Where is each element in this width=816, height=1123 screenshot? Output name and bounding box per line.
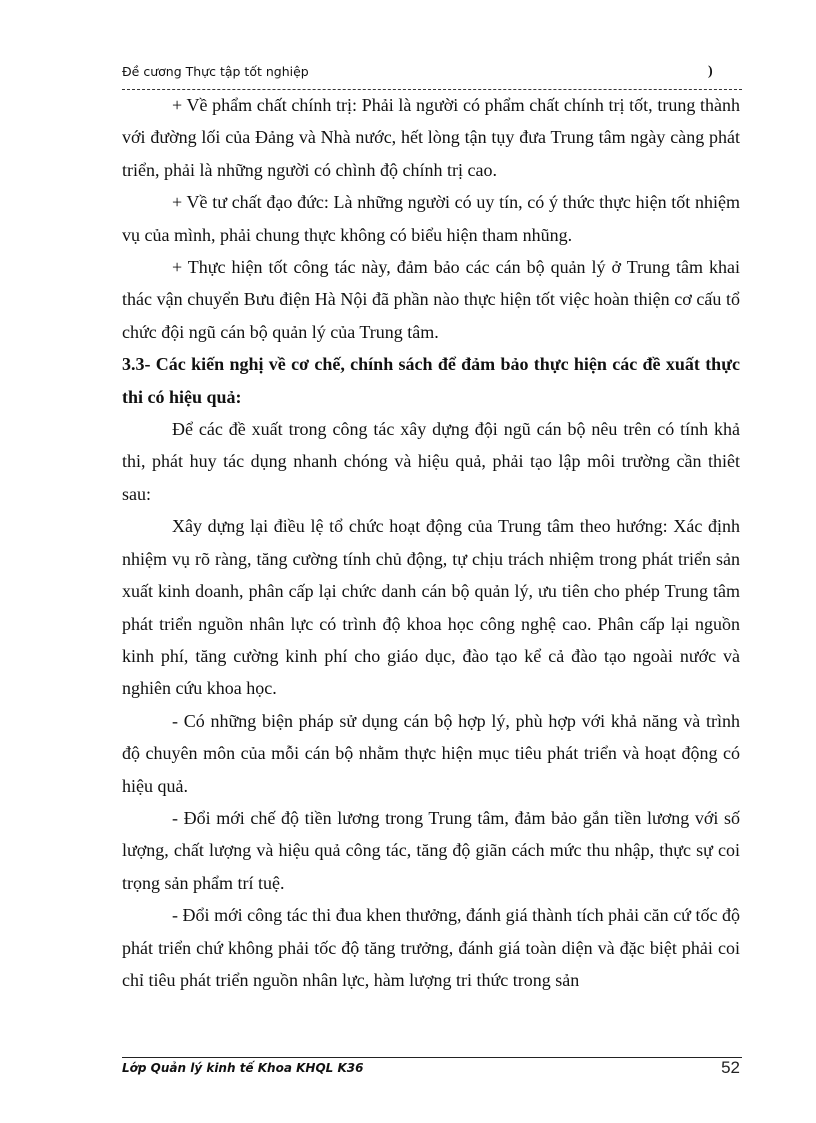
paragraph-ethics: + Về tư chất đạo đức: Là những người có uy tín, có ý thức thực hiện tốt nhiệm vụ của mình, phải chung thực không có biểu hiện tham nhũng. (122, 192, 740, 245)
paragraph-political-quality: + Về phẩm chất chính trị: Phải là người có phẩm chất chính trị tốt, trung thành với đường lối của Đảng và Nhà nước, hết lòng tận tụy đưa Trung tâm ngày càng phát triển, phải là những người có chình độ chính trị cao. (122, 95, 740, 180)
header-mark: ) (708, 64, 713, 79)
paragraph-salary-reform: - Đổi mới chế độ tiền lương trong Trung tâm, đảm bảo gắn tiền lương với số lượng, chất lượng và hiệu quả công tác, tăng độ giãn cách mức thu nhập, thực sự coi trọng sản phẩm trí tuệ. (122, 807, 740, 893)
page-header (122, 62, 742, 82)
footer-class-label: Lớp Quản lý kinh tế Khoa KHQL K36 (122, 1061, 364, 1075)
page-number: 52 (721, 1058, 740, 1077)
header-title: Đề cương Thực tập tốt nghiệp (122, 64, 309, 79)
document-body (122, 89, 740, 996)
paragraph-emulation-reform: - Đổi mới công tác thi đua khen thưởng, đánh giá thành tích phải căn cứ tốc độ phát triển chứ không phải tốc độ tăng trưởng, đánh giá toàn diện và đặc biệt phải coi chỉ tiêu phát triển nguồn nhân lực, hàm lượng tri thức trong sản (122, 905, 740, 990)
paragraph-staff-usage: - Có những biện pháp sử dụng cán bộ hợp lý, phù hợp với khả năng và trình độ chuyên môn của mỗi cán bộ nhằm thực hiện mục tiêu phát triển và hoạt động có hiệu quả. (122, 710, 740, 796)
section-heading-3-3: 3.3- Các kiến nghị về cơ chế, chính sách để đảm bảo thực hiện các đề xuất thực thi có hiệu quả: (122, 354, 740, 407)
paragraph-implementation: + Thực hiện tốt công tác này, đảm bảo các cán bộ quản lý ở Trung tâm khai thác vận chuyển Bưu điện Hà Nội đã phần nào thực hiện tốt việc hoàn thiện cơ cấu tổ chức đội ngũ cán bộ quản lý của Trung tâm. (122, 257, 740, 342)
paragraph-rebuild-charter: Xây dựng lại điều lệ tổ chức hoạt động của Trung tâm theo hướng: Xác định nhiệm vụ rõ ràng, tăng cường tính chủ động, tự chịu trách nhiệm trong phát triển sản xuất kinh doanh, phân cấp lại chức danh cán bộ quản lý, ưu tiên cho phép Trung tâm phát triển nguồn nhân lực có trình độ khoa học công nghệ cao. Phân cấp lại nguồn kinh phí, tăng cường kinh phí cho giáo dục, đào tạo kể cả đào tạo ngoài nước và nghiên cứu khoa học. (122, 516, 740, 699)
paragraph-intro-conditions: Để các đề xuất trong công tác xây dựng đội ngũ cán bộ nêu trên có tính khả thi, phát huy tác dụng nhanh chóng và hiệu quả, phải tạo lập môi trường cần thiêt sau: (122, 419, 740, 504)
page-footer (122, 1058, 742, 1082)
